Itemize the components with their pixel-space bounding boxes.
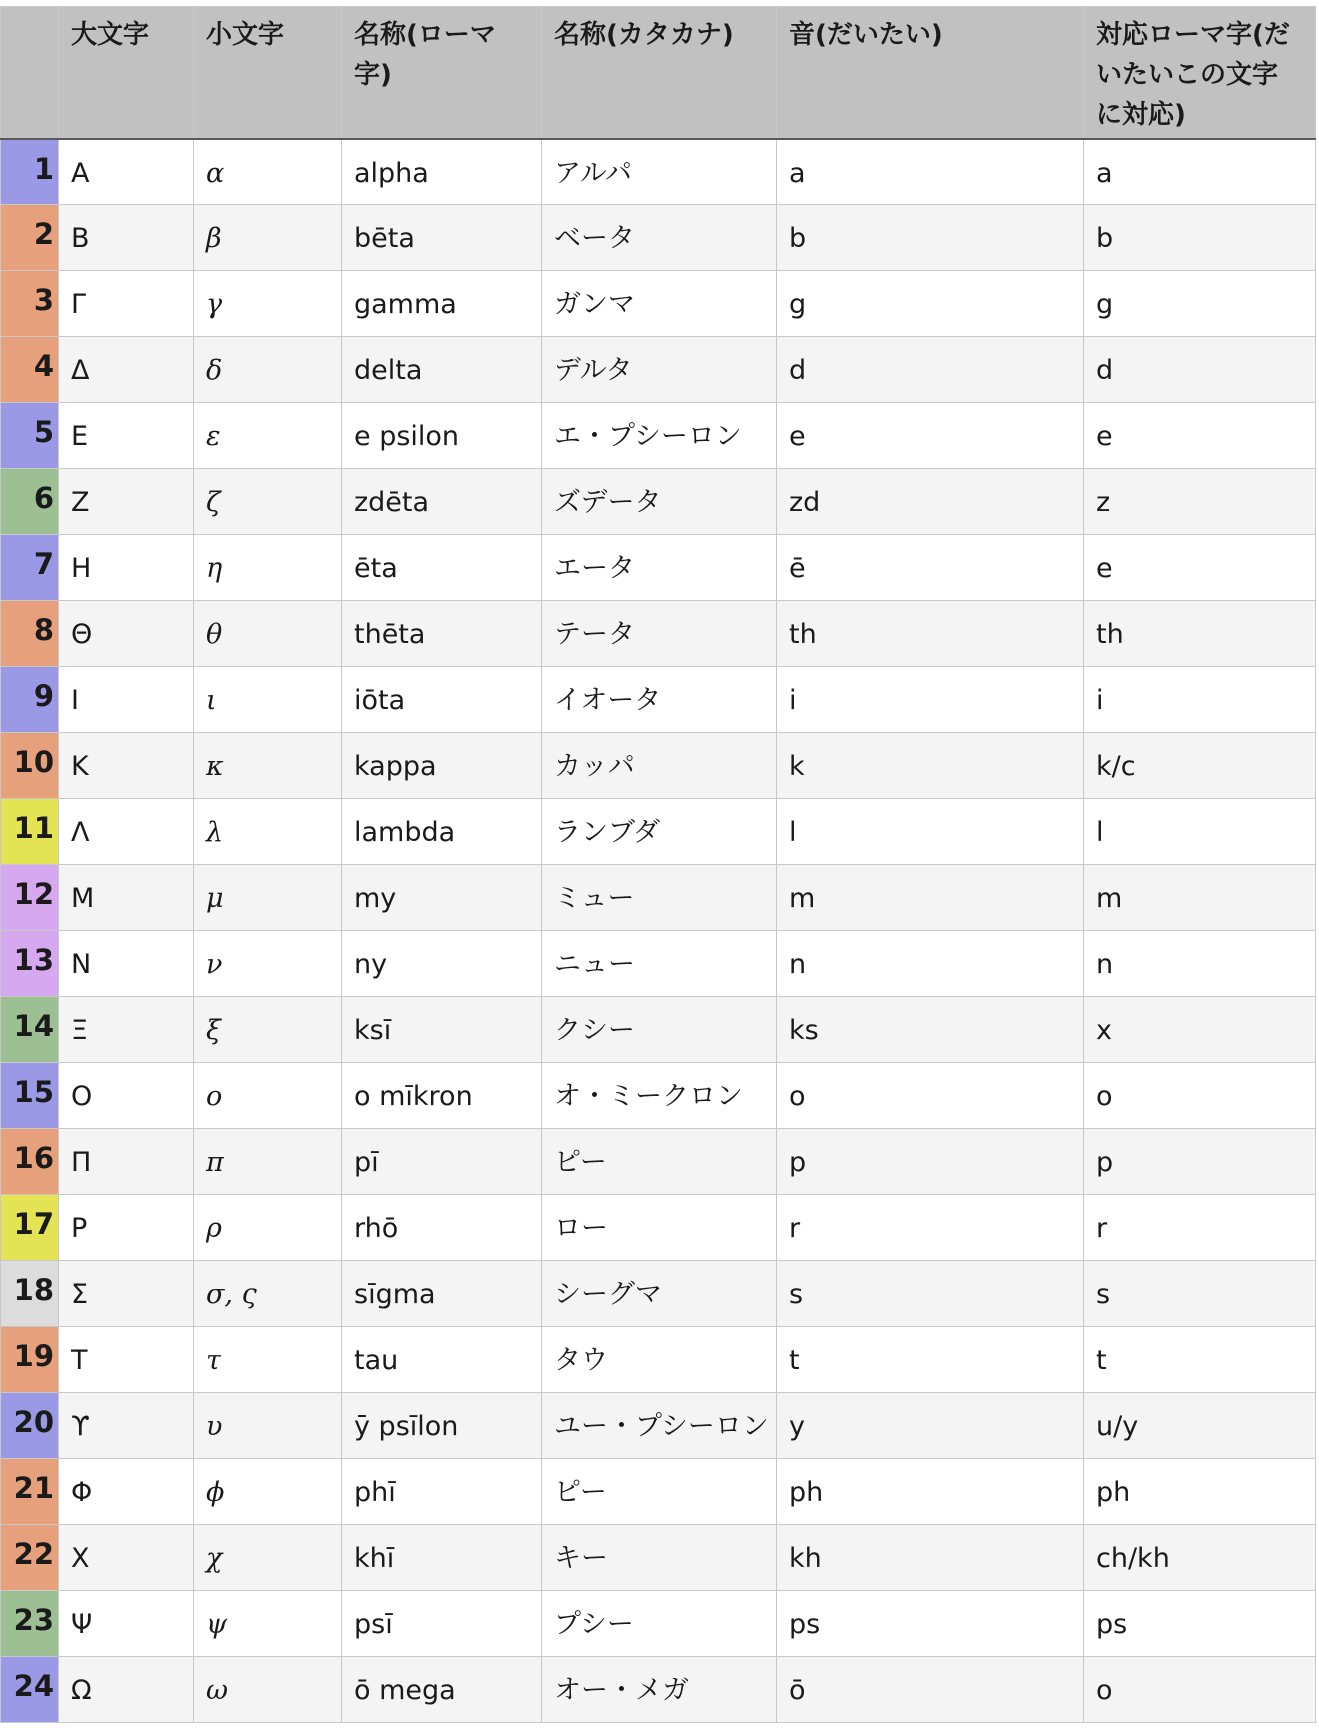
uppercase-cell: Σ bbox=[59, 1261, 194, 1327]
katakana-name-cell: アルパ bbox=[542, 139, 777, 205]
sound-cell: e bbox=[777, 403, 1084, 469]
uppercase-cell: Δ bbox=[59, 337, 194, 403]
katakana-name-cell: エ・プシーロン bbox=[542, 403, 777, 469]
sound-cell: y bbox=[777, 1393, 1084, 1459]
katakana-name-cell: ピー bbox=[542, 1459, 777, 1525]
row-number-cell: 22 bbox=[1, 1525, 59, 1591]
katakana-name-cell: プシー bbox=[542, 1591, 777, 1657]
latin-equivalent-cell: p bbox=[1084, 1129, 1316, 1195]
latin-equivalent-cell: u/y bbox=[1084, 1393, 1316, 1459]
roman-name-cell: sīgma bbox=[342, 1261, 542, 1327]
katakana-name-cell: シーグマ bbox=[542, 1261, 777, 1327]
latin-equivalent-cell: i bbox=[1084, 667, 1316, 733]
table-header bbox=[1, 7, 1316, 139]
katakana-name-cell: テータ bbox=[542, 601, 777, 667]
latin-equivalent-cell: ph bbox=[1084, 1459, 1316, 1525]
table-row bbox=[1, 535, 1316, 601]
header-latin-equivalent: 対応ローマ字(だいたいこの文字に対応) bbox=[1084, 7, 1316, 139]
katakana-name-cell: ニュー bbox=[542, 931, 777, 997]
latin-equivalent-cell: s bbox=[1084, 1261, 1316, 1327]
lowercase-cell: ν bbox=[194, 931, 342, 997]
uppercase-cell: Τ bbox=[59, 1327, 194, 1393]
roman-name-cell: delta bbox=[342, 337, 542, 403]
katakana-name-cell: ミュー bbox=[542, 865, 777, 931]
table-row bbox=[1, 865, 1316, 931]
roman-name-cell: pī bbox=[342, 1129, 542, 1195]
uppercase-cell: Γ bbox=[59, 271, 194, 337]
sound-cell: ē bbox=[777, 535, 1084, 601]
roman-name-cell: bēta bbox=[342, 205, 542, 271]
latin-equivalent-cell: x bbox=[1084, 997, 1316, 1063]
katakana-name-cell: デルタ bbox=[542, 337, 777, 403]
row-number-cell: 6 bbox=[1, 469, 59, 535]
uppercase-cell: Κ bbox=[59, 733, 194, 799]
lowercase-cell: β bbox=[194, 205, 342, 271]
header-sound: 音(だいたい) bbox=[777, 7, 1084, 139]
sound-cell: o bbox=[777, 1063, 1084, 1129]
lowercase-cell: ξ bbox=[194, 997, 342, 1063]
sound-cell: th bbox=[777, 601, 1084, 667]
roman-name-cell: psī bbox=[342, 1591, 542, 1657]
lowercase-cell: γ bbox=[194, 271, 342, 337]
row-number-cell: 12 bbox=[1, 865, 59, 931]
lowercase-cell: θ bbox=[194, 601, 342, 667]
table-row bbox=[1, 1195, 1316, 1261]
latin-equivalent-cell: t bbox=[1084, 1327, 1316, 1393]
header-katakana-name: 名称(カタカナ) bbox=[542, 7, 777, 139]
roman-name-cell: ksī bbox=[342, 997, 542, 1063]
katakana-name-cell: ロー bbox=[542, 1195, 777, 1261]
katakana-name-cell: キー bbox=[542, 1525, 777, 1591]
roman-name-cell: gamma bbox=[342, 271, 542, 337]
greek-alphabet-table bbox=[0, 6, 1316, 1723]
sound-cell: zd bbox=[777, 469, 1084, 535]
lowercase-cell: ι bbox=[194, 667, 342, 733]
uppercase-cell: Ε bbox=[59, 403, 194, 469]
latin-equivalent-cell: o bbox=[1084, 1657, 1316, 1723]
uppercase-cell: Η bbox=[59, 535, 194, 601]
latin-equivalent-cell: e bbox=[1084, 403, 1316, 469]
sound-cell: i bbox=[777, 667, 1084, 733]
latin-equivalent-cell: d bbox=[1084, 337, 1316, 403]
sound-cell: ks bbox=[777, 997, 1084, 1063]
lowercase-cell: ψ bbox=[194, 1591, 342, 1657]
sound-cell: d bbox=[777, 337, 1084, 403]
row-number-cell: 19 bbox=[1, 1327, 59, 1393]
roman-name-cell: rhō bbox=[342, 1195, 542, 1261]
lowercase-cell: χ bbox=[194, 1525, 342, 1591]
row-number-cell: 17 bbox=[1, 1195, 59, 1261]
row-number-cell: 23 bbox=[1, 1591, 59, 1657]
latin-equivalent-cell: n bbox=[1084, 931, 1316, 997]
header-corner-cell bbox=[1, 7, 59, 139]
uppercase-cell: Θ bbox=[59, 601, 194, 667]
roman-name-cell: e psilon bbox=[342, 403, 542, 469]
lowercase-cell: ο bbox=[194, 1063, 342, 1129]
roman-name-cell: ȳ psīlon bbox=[342, 1393, 542, 1459]
row-number-cell: 13 bbox=[1, 931, 59, 997]
table-row bbox=[1, 1261, 1316, 1327]
uppercase-cell: Ξ bbox=[59, 997, 194, 1063]
latin-equivalent-cell: ch/kh bbox=[1084, 1525, 1316, 1591]
latin-equivalent-cell: b bbox=[1084, 205, 1316, 271]
header-roman-name: 名称(ローマ字) bbox=[342, 7, 542, 139]
sound-cell: p bbox=[777, 1129, 1084, 1195]
katakana-name-cell: エータ bbox=[542, 535, 777, 601]
row-number-cell: 7 bbox=[1, 535, 59, 601]
roman-name-cell: ēta bbox=[342, 535, 542, 601]
row-number-cell: 8 bbox=[1, 601, 59, 667]
uppercase-cell: Χ bbox=[59, 1525, 194, 1591]
uppercase-cell: Μ bbox=[59, 865, 194, 931]
table-body bbox=[1, 139, 1316, 1723]
row-number-cell: 20 bbox=[1, 1393, 59, 1459]
sound-cell: ph bbox=[777, 1459, 1084, 1525]
table-row bbox=[1, 1393, 1316, 1459]
lowercase-cell: ζ bbox=[194, 469, 342, 535]
katakana-name-cell: ガンマ bbox=[542, 271, 777, 337]
lowercase-cell: τ bbox=[194, 1327, 342, 1393]
uppercase-cell: Ι bbox=[59, 667, 194, 733]
table-row bbox=[1, 1657, 1316, 1723]
latin-equivalent-cell: g bbox=[1084, 271, 1316, 337]
katakana-name-cell: タウ bbox=[542, 1327, 777, 1393]
table-row bbox=[1, 403, 1316, 469]
header-row bbox=[1, 7, 1316, 139]
sound-cell: m bbox=[777, 865, 1084, 931]
row-number-cell: 9 bbox=[1, 667, 59, 733]
uppercase-cell: Β bbox=[59, 205, 194, 271]
roman-name-cell: phī bbox=[342, 1459, 542, 1525]
table-row bbox=[1, 1459, 1316, 1525]
row-number-cell: 16 bbox=[1, 1129, 59, 1195]
katakana-name-cell: イオータ bbox=[542, 667, 777, 733]
row-number-cell: 15 bbox=[1, 1063, 59, 1129]
katakana-name-cell: ベータ bbox=[542, 205, 777, 271]
latin-equivalent-cell: l bbox=[1084, 799, 1316, 865]
lowercase-cell: ϕ bbox=[194, 1459, 342, 1525]
uppercase-cell: Ζ bbox=[59, 469, 194, 535]
katakana-name-cell: ユー・プシーロン bbox=[542, 1393, 777, 1459]
table-row bbox=[1, 997, 1316, 1063]
row-number-cell: 11 bbox=[1, 799, 59, 865]
table-row bbox=[1, 1591, 1316, 1657]
roman-name-cell: o mīkron bbox=[342, 1063, 542, 1129]
sound-cell: b bbox=[777, 205, 1084, 271]
sound-cell: r bbox=[777, 1195, 1084, 1261]
roman-name-cell: tau bbox=[342, 1327, 542, 1393]
row-number-cell: 10 bbox=[1, 733, 59, 799]
lowercase-cell: ε bbox=[194, 403, 342, 469]
uppercase-cell: Φ bbox=[59, 1459, 194, 1525]
table-row bbox=[1, 799, 1316, 865]
katakana-name-cell: オ・ミークロン bbox=[542, 1063, 777, 1129]
latin-equivalent-cell: o bbox=[1084, 1063, 1316, 1129]
row-number-cell: 1 bbox=[1, 139, 59, 205]
latin-equivalent-cell: r bbox=[1084, 1195, 1316, 1261]
latin-equivalent-cell: z bbox=[1084, 469, 1316, 535]
table-row bbox=[1, 1327, 1316, 1393]
table-row bbox=[1, 139, 1316, 205]
uppercase-cell: Ψ bbox=[59, 1591, 194, 1657]
row-number-cell: 18 bbox=[1, 1261, 59, 1327]
roman-name-cell: thēta bbox=[342, 601, 542, 667]
latin-equivalent-cell: th bbox=[1084, 601, 1316, 667]
sound-cell: l bbox=[777, 799, 1084, 865]
table-row bbox=[1, 271, 1316, 337]
table-row bbox=[1, 1129, 1316, 1195]
uppercase-cell: ϒ bbox=[59, 1393, 194, 1459]
uppercase-cell: Α bbox=[59, 139, 194, 205]
header-uppercase: 大文字 bbox=[59, 7, 194, 139]
uppercase-cell: Ρ bbox=[59, 1195, 194, 1261]
header-lowercase: 小文字 bbox=[194, 7, 342, 139]
latin-equivalent-cell: m bbox=[1084, 865, 1316, 931]
uppercase-cell: Ν bbox=[59, 931, 194, 997]
roman-name-cell: my bbox=[342, 865, 542, 931]
sound-cell: k bbox=[777, 733, 1084, 799]
row-number-cell: 2 bbox=[1, 205, 59, 271]
lowercase-cell: δ bbox=[194, 337, 342, 403]
lowercase-cell: η bbox=[194, 535, 342, 601]
table-row bbox=[1, 1525, 1316, 1591]
lowercase-cell: α bbox=[194, 139, 342, 205]
lowercase-cell: λ bbox=[194, 799, 342, 865]
sound-cell: s bbox=[777, 1261, 1084, 1327]
katakana-name-cell: ピー bbox=[542, 1129, 777, 1195]
table-row bbox=[1, 733, 1316, 799]
lowercase-cell: ρ bbox=[194, 1195, 342, 1261]
sound-cell: g bbox=[777, 271, 1084, 337]
table-row bbox=[1, 931, 1316, 997]
katakana-name-cell: カッパ bbox=[542, 733, 777, 799]
roman-name-cell: khī bbox=[342, 1525, 542, 1591]
uppercase-cell: Ω bbox=[59, 1657, 194, 1723]
lowercase-cell: μ bbox=[194, 865, 342, 931]
latin-equivalent-cell: k/c bbox=[1084, 733, 1316, 799]
roman-name-cell: iōta bbox=[342, 667, 542, 733]
katakana-name-cell: クシー bbox=[542, 997, 777, 1063]
latin-equivalent-cell: a bbox=[1084, 139, 1316, 205]
table-row bbox=[1, 667, 1316, 733]
sound-cell: n bbox=[777, 931, 1084, 997]
row-number-cell: 14 bbox=[1, 997, 59, 1063]
row-number-cell: 4 bbox=[1, 337, 59, 403]
table-row bbox=[1, 337, 1316, 403]
roman-name-cell: ny bbox=[342, 931, 542, 997]
sound-cell: ō bbox=[777, 1657, 1084, 1723]
lowercase-cell: π bbox=[194, 1129, 342, 1195]
sound-cell: t bbox=[777, 1327, 1084, 1393]
lowercase-cell: κ bbox=[194, 733, 342, 799]
roman-name-cell: zdēta bbox=[342, 469, 542, 535]
row-number-cell: 24 bbox=[1, 1657, 59, 1723]
lowercase-cell: ω bbox=[194, 1657, 342, 1723]
table-row bbox=[1, 469, 1316, 535]
katakana-name-cell: ズデータ bbox=[542, 469, 777, 535]
latin-equivalent-cell: ps bbox=[1084, 1591, 1316, 1657]
table-row bbox=[1, 205, 1316, 271]
roman-name-cell: ō mega bbox=[342, 1657, 542, 1723]
sound-cell: kh bbox=[777, 1525, 1084, 1591]
katakana-name-cell: ランブダ bbox=[542, 799, 777, 865]
latin-equivalent-cell: e bbox=[1084, 535, 1316, 601]
row-number-cell: 21 bbox=[1, 1459, 59, 1525]
table-row bbox=[1, 601, 1316, 667]
sound-cell: a bbox=[777, 139, 1084, 205]
roman-name-cell: lambda bbox=[342, 799, 542, 865]
uppercase-cell: Ο bbox=[59, 1063, 194, 1129]
roman-name-cell: kappa bbox=[342, 733, 542, 799]
row-number-cell: 5 bbox=[1, 403, 59, 469]
lowercase-cell: σ, ς bbox=[194, 1261, 342, 1327]
lowercase-cell: υ bbox=[194, 1393, 342, 1459]
sound-cell: ps bbox=[777, 1591, 1084, 1657]
roman-name-cell: alpha bbox=[342, 139, 542, 205]
katakana-name-cell: オー・メガ bbox=[542, 1657, 777, 1723]
uppercase-cell: Π bbox=[59, 1129, 194, 1195]
table-row bbox=[1, 1063, 1316, 1129]
uppercase-cell: Λ bbox=[59, 799, 194, 865]
row-number-cell: 3 bbox=[1, 271, 59, 337]
